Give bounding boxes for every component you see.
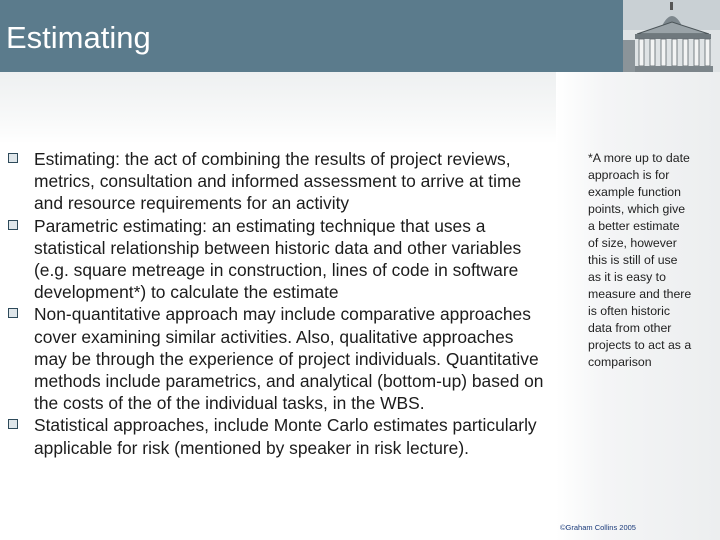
bullet-text: Estimating: the act of combining the results of project reviews, metrics, consultation and informed assessment to arrive at time and resource requirements for an activity [34,149,522,214]
bullet-text: Parametric estimating: an estimating technique that uses a statistical relationship between historic data and other variables (e.g. square metreage in construction, lines of code in software development*) to calculate the estimate [34,215,522,303]
hollow-square-bullet-icon [8,153,18,163]
side-note: *A more up to date approach is for example function points, which give a better estimate of size, however this is still of use as it is easy to measure and there is often historic data from other projects to act as a comparison [588,151,692,369]
list-item [8,215,548,304]
hollow-square-bullet-icon [8,220,18,230]
list-item [8,148,548,215]
list-item [8,414,548,458]
slide-title: Estimating [6,20,151,55]
title-bar [0,0,720,72]
bullet-text: Statistical approaches, include Monte Carlo estimates particularly applicable for risk (mentioned by speaker in risk lecture). [34,415,537,458]
hollow-square-bullet-icon [8,308,18,318]
bullet-text: Non-quantitative approach may include comparative approaches cover examining similar activities. Also, qualitative approaches may be through the experience of project individuals. Quantitative methods include parametrics, and analytical (bottom-up) based on the costs of the of the individual tasks, in the WBS. [34,304,544,414]
copyright-notice: ©Graham Collins 2005 [560,523,636,532]
list-item [8,303,548,414]
hollow-square-bullet-icon [8,419,18,429]
classical-building-icon [623,0,720,72]
bullet-list [8,148,548,459]
